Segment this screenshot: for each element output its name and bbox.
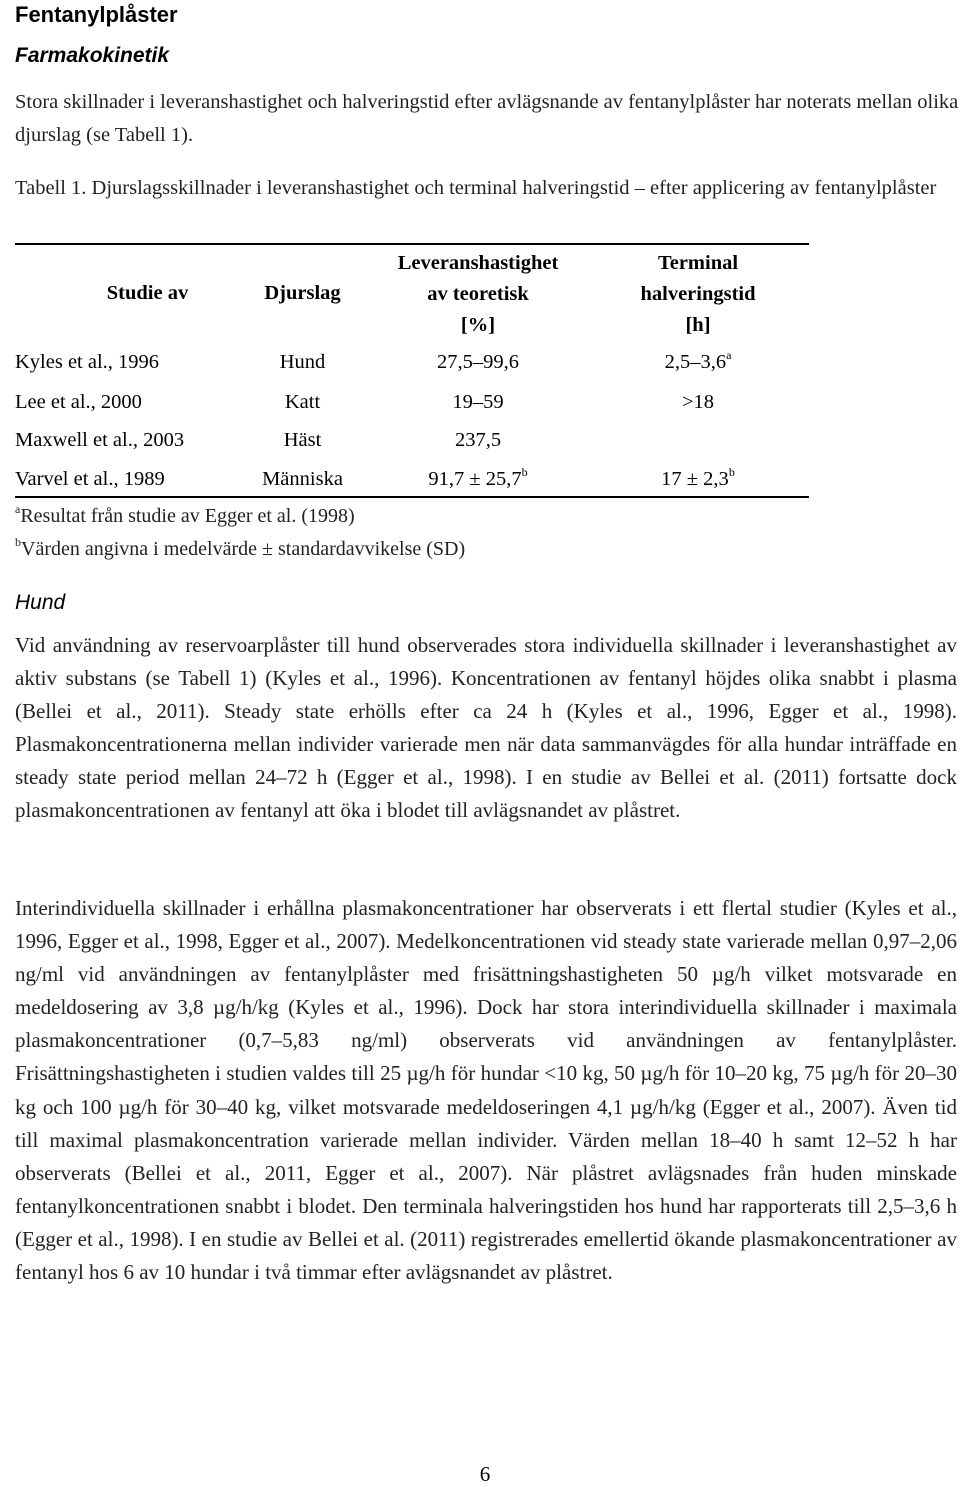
table-top-rule bbox=[15, 243, 809, 245]
cell-rate-value: 19–59 bbox=[452, 391, 504, 413]
cell-rate bbox=[363, 467, 593, 491]
header-rate-line1: Leveranshastighet bbox=[397, 252, 559, 274]
cell-rate-value: 237,5 bbox=[454, 429, 502, 451]
cell-study: Maxwell et al., 2003 bbox=[15, 429, 185, 451]
cell-rate bbox=[363, 350, 593, 374]
footnote-b bbox=[15, 535, 466, 561]
cell-halflife-value: 2,5–3,6 bbox=[664, 351, 727, 373]
header-rate-line3: [%] bbox=[460, 314, 496, 336]
cell-study: Varvel et al., 1989 bbox=[15, 468, 165, 490]
header-species: Djurslag bbox=[264, 282, 341, 304]
cell-species: Häst bbox=[283, 429, 322, 451]
cell-study: Lee et al., 2000 bbox=[15, 391, 142, 413]
cell-species: Katt bbox=[284, 391, 321, 413]
cell-halflife bbox=[600, 467, 796, 491]
footnote-b-mark: b bbox=[15, 535, 21, 549]
cell-halflife bbox=[600, 390, 796, 414]
header-rate bbox=[363, 248, 593, 341]
cell-halflife-value: >18 bbox=[681, 391, 715, 413]
cell-rate-value: 91,7 ± 25,7 bbox=[428, 468, 522, 490]
header-study: Studie av bbox=[106, 282, 189, 304]
table-bottom-rule bbox=[15, 496, 809, 498]
cell-halflife bbox=[600, 350, 796, 374]
header-halflife-line1: Terminal bbox=[657, 252, 739, 274]
cell-halflife-note: a bbox=[726, 348, 732, 362]
cell-halflife-note: b bbox=[728, 465, 735, 479]
header-halflife bbox=[600, 248, 796, 341]
section-heading-hund: Hund bbox=[15, 591, 66, 614]
header-rate-line2: av teoretisk bbox=[427, 283, 529, 305]
footnote-a-text: Resultat från studie av Egger et al. (1998) bbox=[20, 505, 355, 527]
cell-rate bbox=[363, 428, 593, 452]
footnote-a bbox=[15, 502, 355, 528]
header-halflife-line2: halveringstid bbox=[640, 283, 756, 305]
body-paragraph-2: Interindividuella skillnader i erhållna plasmakoncentrationer har observerats i ett flertal studier (Kyles et al., 1996, Egger et al., 1998, Egger et al., 2007). Medelkoncentrationen vid steady state varierade mellan 0,97–2,06 ng/ml vid användningen av fentanylplåster med frisättningshastigheten 50 µg/h vilket motsvarade en medeldosering av 3,8 µg/h/kg (Kyles et al., 1996). Dock har stora interindividuella skillnader i maximala plasmakoncentrationer (0,7–5,83 ng/ml) observerats vid användningen av fentanylplåster. Frisättningshastigheten i studien valdes till 25 µg/h för hundar <10 kg, 50 µg/h för 10–20 kg, 75 µg/h för 20–30 kg och 100 µg/h för 30–40 kg, vilket motsvarade medeldoseringen 4,1 µg/h/kg (Egger et al., 2007). Även tid till maximal plasmakoncentration varierade mellan individer. Värden mellan 18–40 h samt 12–52 h har observerats (Bellei et al., 2011, Egger et al., 2007). När plåstret avlägsnades från huden minskade fentanylkoncentrationen snabbt i blodet. Den terminala halveringstiden hos hund har rapporterats till 2,5–3,6 h (Egger et al., 1998). I en studie av Bellei et al. (2011) registrerades emellertid ökande plasmakoncentrationer av fentanyl hos 6 av 10 hundar i två timmar efter avlägsnandet av plåstret. bbox=[15, 896, 957, 1285]
cell-species: Hund bbox=[279, 351, 326, 373]
cell-study: Kyles et al., 1996 bbox=[15, 351, 160, 373]
cell-rate-value: 27,5–99,6 bbox=[437, 351, 519, 373]
footnote-b-text: Värden angivna i medelvärde ± standardavvikelse (SD) bbox=[21, 538, 466, 560]
intro-paragraph: Stora skillnader i leveranshastighet och halveringstid efter avlägsnande av fentanylplåster har noterats mellan olika djurslag (se Tabell 1). bbox=[15, 91, 959, 146]
cell-species: Människa bbox=[262, 468, 343, 490]
header-halflife-line3: [h] bbox=[685, 314, 711, 336]
body-paragraph-1: Vid användning av reservoarplåster till hund observerades stora individuella skillnader i leveranshastighet av aktiv substans (se Tabell 1) (Kyles et al., 1996). Koncentrationen av fentanyl höjdes olika snabbt i plasma (Bellei et al., 2011). Steady state erhölls efter ca 24 h (Kyles et al., 1996, Egger et al., 1998). Plasmakoncentrationerna mellan individer varierade men när data sammanvägdes för alla hundar inträffade en steady state period mellan 24–72 h (Egger et al., 1998). I en studie av Bellei et al. (2011) fortsatte dock plasmakoncentrationen av fentanyl att öka i blodet till avlägsnandet av plåstret. bbox=[15, 633, 957, 823]
page-number: 6 bbox=[479, 1462, 491, 1486]
table-caption: Tabell 1. Djurslagsskillnader i leveranshastighet och terminal halveringstid – efter applicering av fentanylplåster bbox=[15, 177, 937, 199]
page-heading: Fentanylplåster bbox=[15, 2, 178, 27]
cell-rate bbox=[363, 390, 593, 414]
section-subheading: Farmakokinetik bbox=[15, 44, 170, 67]
cell-halflife-value: 17 ± 2,3 bbox=[661, 468, 729, 490]
cell-rate-note: b bbox=[521, 465, 528, 479]
footnote-a-mark: a bbox=[15, 502, 21, 516]
